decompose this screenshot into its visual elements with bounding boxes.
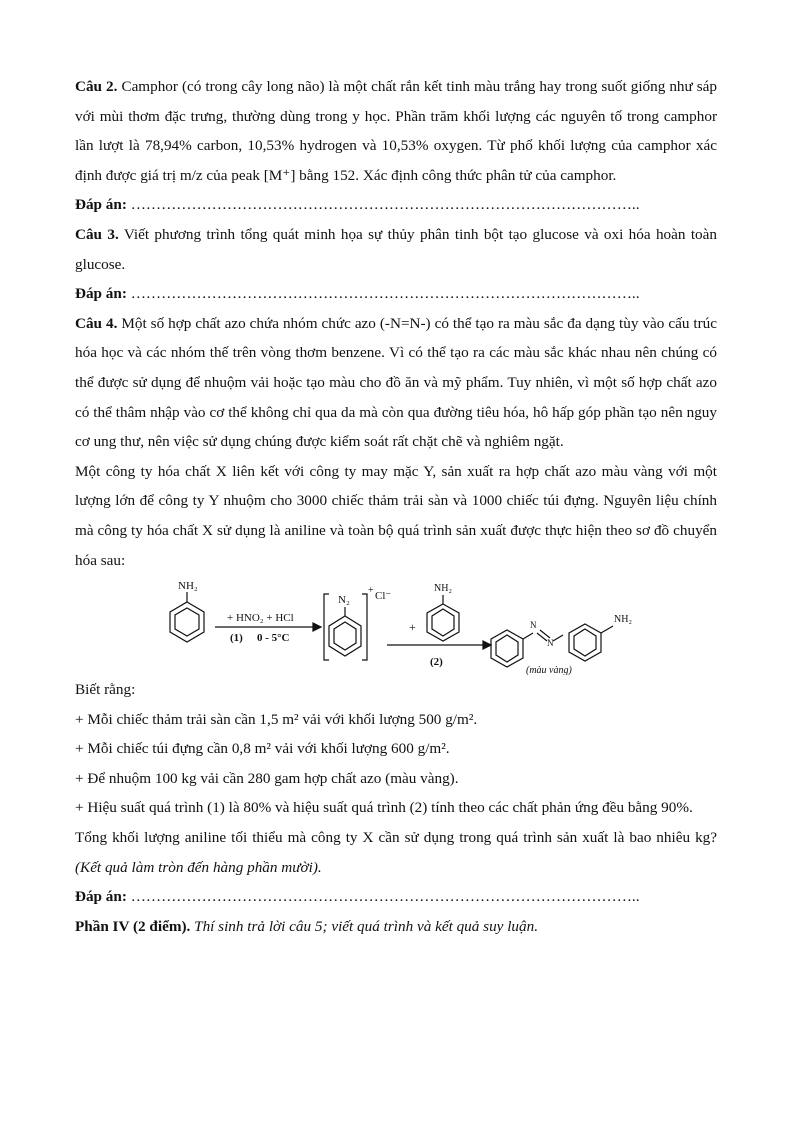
part-4-heading xyxy=(75,912,717,942)
answer-label: Đáp án: xyxy=(75,196,127,214)
question-2-label: Câu 2. xyxy=(75,78,118,95)
answer-line-2 xyxy=(75,190,717,220)
plus-sign: + xyxy=(409,620,416,635)
answer-line-3 xyxy=(75,279,717,309)
reagent-label: + HNO₂ + HCl xyxy=(227,612,294,625)
azo-n-label: N xyxy=(530,620,537,631)
azo-n-label: N xyxy=(547,638,554,649)
temperature-label: 0 - 5°C xyxy=(257,632,290,645)
question-4-context: Một công ty hóa chất X liên kết với công ty may mặc Y, sản xuất ra hợp chất azo màu vàng với một lượng lớn để công ty Y nhuộm cho 3000 chiếc thảm trải sàn và 1000 chiếc túi đựng. Nguyên liệu chính mà công ty hóa chất X sử dụng là aniline và toàn bộ quá trình sản xuất được thực hiện theo sơ đồ chuyển hóa sau: xyxy=(75,462,717,569)
nh2-label-2: NH₂ xyxy=(434,583,452,595)
answer-label: Đáp án: xyxy=(75,888,127,906)
exam-page xyxy=(75,72,717,941)
answer-dots: ……………………………………………………………………………………….. xyxy=(130,285,640,303)
question-4-label: Câu 4. xyxy=(75,314,118,332)
chloride-label: Cl⁻ xyxy=(375,590,392,603)
question-3-text: Viết phương trình tổng quát minh họa sự thủy phân tinh bột tạo glucose và oxi hóa hoàn toàn glucose. xyxy=(75,225,717,273)
given-label: Biết rằng: xyxy=(75,681,136,699)
product-color-label: (màu vàng) xyxy=(526,665,572,676)
bracket-right xyxy=(362,594,367,660)
reaction-scheme xyxy=(75,577,717,675)
question-2-text: Camphor (có trong cây long não) là một chất rắn kết tinh màu trắng hay trong suốt giống như sáp với mùi thơm đặc trưng, thường dùng trong y học. Phần trăm khối lượng các nguyên tố trong camphor lần lượt là 78,94% carbon, 10,53% hydrogen và 10,53% oxygen. Từ phổ khối lượng của camphor xác định được giá trị m/z của peak [M⁺] bằng 152. Xác định công thức phân tử của camphor. xyxy=(75,78,718,184)
answer-dots: ……………………………………………………………………………………….. xyxy=(130,888,640,906)
question-4-intro: Một số hợp chất azo chứa nhóm chức azo (-N=N-) có thể tạo ra màu sắc đa dạng tùy vào cấu trúc hóa học và các nhóm thế trên vòng thơm benzene. Vì có thể tạo ra các màu sắc khác nhau nên chúng có thể được sử dụng để nhuộm vải hoặc tạo màu cho đồ ăn và mỹ phẩm. Tuy nhiên, vì một số hợp chất azo có thể thâm nhập vào cơ thể không chỉ qua da mà còn qua đường tiêu hóa, hô hấp góp phần tạo nên nguy cơ ung thư, nên việc sử dụng chúng được kiểm soát rất chặt chẽ và nghiêm ngặt. xyxy=(75,314,718,451)
question-4-ask xyxy=(75,823,717,882)
n2-label: N₂ xyxy=(338,594,350,607)
question-4-ask-text: Tổng khối lượng aniline tối thiểu mà công ty X cần sử dụng trong quá trình sản xuất là bao nhiêu kg? xyxy=(75,829,717,847)
answer-label: Đáp án: xyxy=(75,285,127,303)
step-1-label: (1) xyxy=(230,632,243,645)
question-4 xyxy=(75,309,717,457)
question-3 xyxy=(75,220,717,279)
given-item-3: + Để nhuộm 100 kg vải cần 280 gam hợp chất azo (màu vàng). xyxy=(75,769,459,787)
question-4-ask-note: (Kết quả làm tròn đến hàng phần mười). xyxy=(75,858,322,876)
bracket-left xyxy=(324,594,329,660)
charge-plus: + xyxy=(368,585,374,597)
given-item-4: + Hiệu suất quá trình (1) là 80% và hiệu suất quá trình (2) tính theo các chất phản ứng đều bằng 90%. xyxy=(75,799,693,817)
step-2-label: (2) xyxy=(430,656,443,669)
part-4-label: Phần IV (2 điểm). xyxy=(75,917,191,935)
given-item-2: + Mỗi chiếc túi đựng cần 0,8 m² vải với khối lượng 600 g/m². xyxy=(75,740,450,758)
reaction-scheme-diagram xyxy=(75,577,717,675)
given-item-1: + Mỗi chiếc thảm trải sàn cần 1,5 m² vải với khối lượng 500 g/m². xyxy=(75,710,478,728)
answer-line-4 xyxy=(75,882,717,912)
question-2 xyxy=(75,72,717,190)
nh2-label-3: NH₂ xyxy=(614,614,632,626)
nh2-label: NH₂ xyxy=(178,580,198,593)
question-3-label: Câu 3. xyxy=(75,225,119,243)
answer-dots: ……………………………………………………………………………………….. xyxy=(130,196,640,214)
part-4-text: Thí sinh trả lời câu 5; viết quá trình và kết quả suy luận. xyxy=(194,917,539,935)
